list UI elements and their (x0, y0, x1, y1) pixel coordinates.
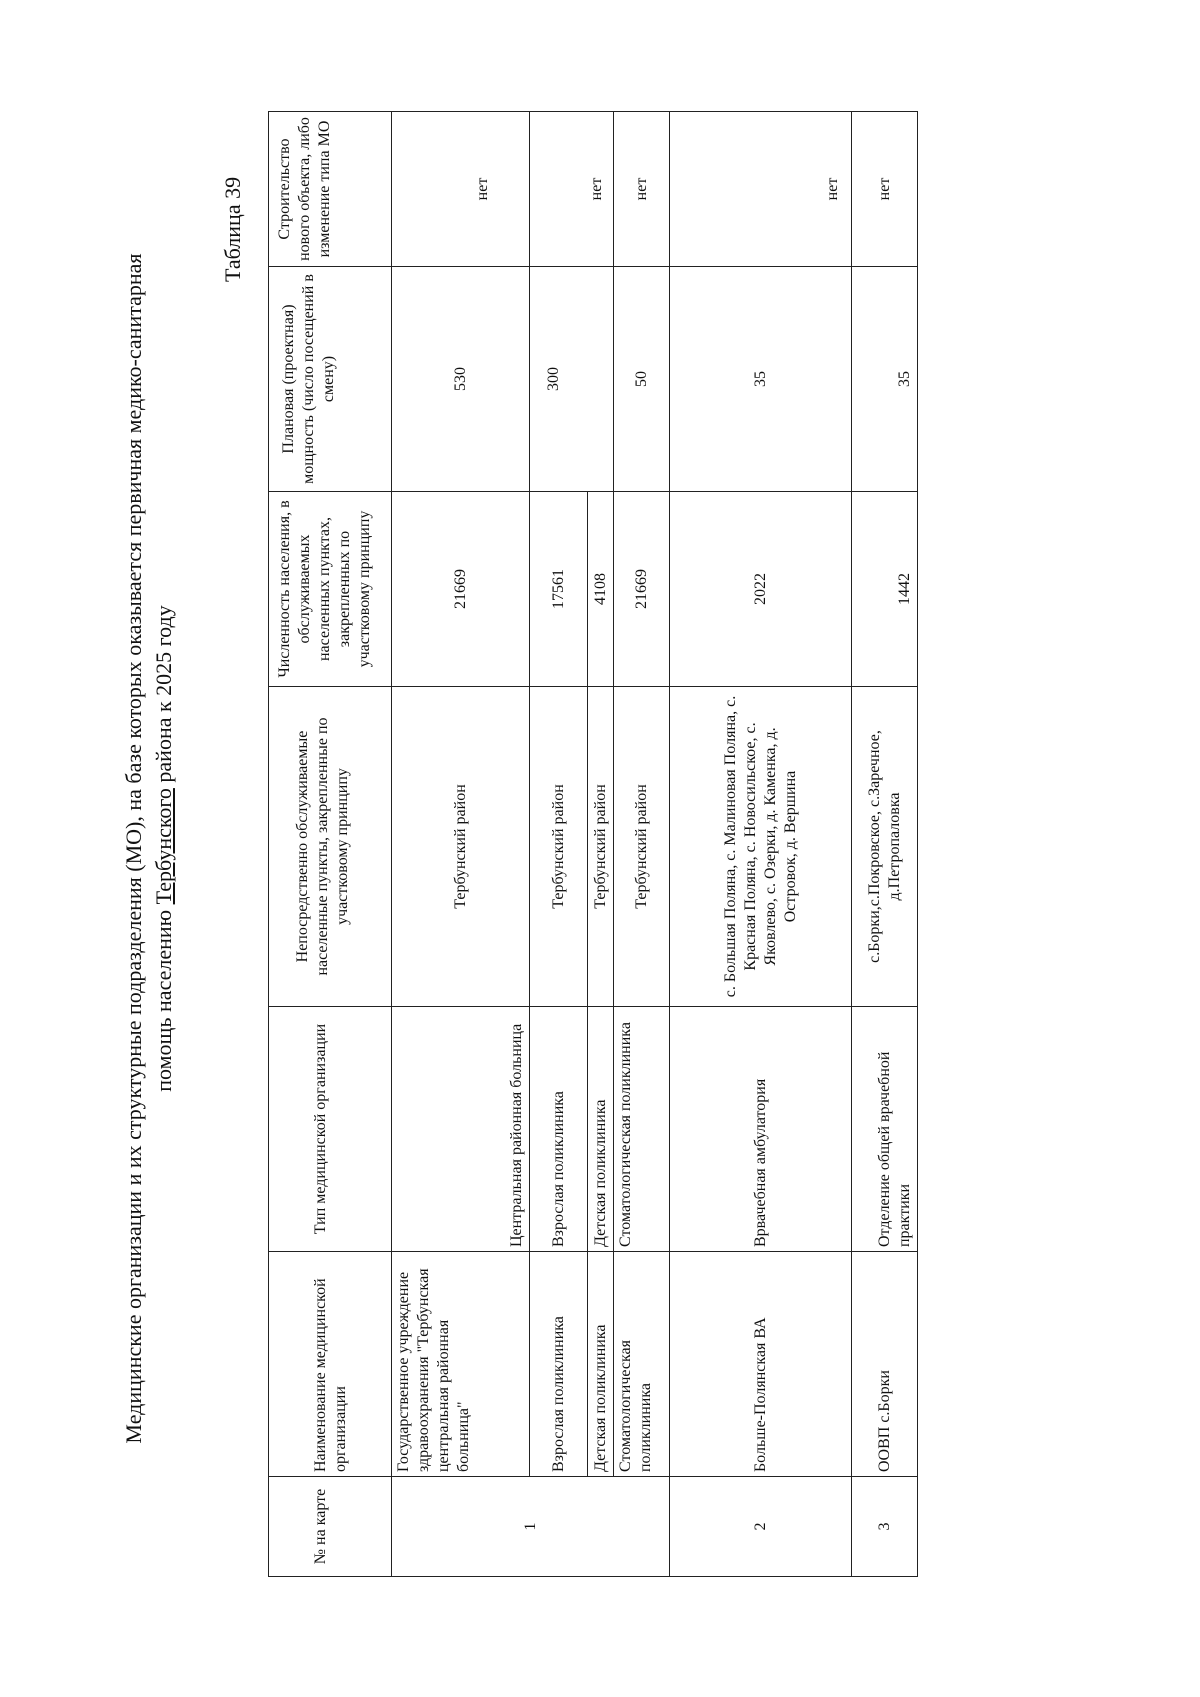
map-no-cell: 1 (392, 1477, 670, 1577)
header-org-name: Наименование медицинской организации (269, 1252, 392, 1477)
header-construction: Строительство нового объекта, либо изменение типа МО (269, 112, 392, 267)
map-no-cell: 2 (670, 1477, 852, 1577)
header-org-type: Тип медицинской организации (269, 1007, 392, 1252)
population-cell: 1442 (852, 492, 918, 687)
localities-cell: Тербунский район (392, 687, 530, 1007)
document-heading-line2 (150, 0, 177, 1697)
population-cell: 2022 (670, 492, 852, 687)
localities-cell: Тербунский район (530, 687, 588, 1007)
table-row (530, 112, 588, 1577)
heading-district: Тербунского (151, 788, 176, 905)
construction-cell: нет (670, 112, 852, 267)
population-cell: 17561 (530, 492, 588, 687)
org-type-cell: Детская поликлиника (588, 1007, 614, 1252)
org-name-cell: Стоматологическая поликлиника (614, 1252, 670, 1477)
population-cell: 21669 (392, 492, 530, 687)
org-name-cell: Больше-Полянская ВА (670, 1252, 852, 1477)
header-map-no: № на карте (269, 1477, 392, 1577)
construction-cell: нет (852, 112, 918, 267)
header-row (269, 112, 392, 1577)
construction-cell: нет (392, 112, 530, 267)
table-row (852, 112, 918, 1577)
org-name-cell: Взрослая поликлиника (530, 1252, 588, 1477)
capacity-cell: 35 (670, 267, 852, 492)
table-label: Таблица 39 (220, 176, 245, 282)
header-population: Численность населения, в обслуживаемых населенных пунктах, закрепленных по участковому принципу (269, 492, 392, 687)
construction-cell: нет (614, 112, 670, 267)
table-row (670, 112, 852, 1577)
localities-cell: с. Большая Поляна, с. Малиновая Поляна, с. Красная Поляна, с. Новосильское, с. Яковлево, с. Озерки, д. Каменка, д. Островок, д. Вершина (670, 687, 852, 1007)
org-type-cell: Врвачебная амбулатория (670, 1007, 852, 1252)
medical-organizations-table (268, 111, 918, 1577)
capacity-cell: 35 (852, 267, 918, 492)
map-no-cell: 3 (852, 1477, 918, 1577)
table-row (392, 112, 530, 1577)
population-cell: 21669 (614, 492, 670, 687)
heading-suffix: района к 2025 году (151, 605, 176, 789)
heading-prefix: помощь населению (151, 904, 176, 1092)
org-type-cell: Отделение общей врачебной практики (852, 1007, 918, 1252)
localities-cell: Тербунский район (614, 687, 670, 1007)
org-type-cell: Стоматологическая поликлиника (614, 1007, 670, 1252)
org-name-cell: Государственное учреждение здравоохранения "Тербунская центральная районная больница" (392, 1252, 530, 1477)
header-capacity: Плановая (проектная) мощность (число посещений в смену) (269, 267, 392, 492)
localities-cell: Тербунский район (588, 687, 614, 1007)
localities-cell: с.Борки,с.Покровское, с.Заречное, д.Петропаловка (852, 687, 918, 1007)
table-row (614, 112, 670, 1577)
header-localities: Непосредственно обслуживаемые населенные пункты, закрепленные по участковому принципу (269, 687, 392, 1007)
population-cell: 4108 (588, 492, 614, 687)
capacity-cell: 530 (392, 267, 530, 492)
capacity-cell: 300 (530, 267, 614, 492)
org-type-cell: Центральная районная больница (392, 1007, 530, 1252)
document-heading-line1: Медицинские организации и их структурные подразделения (МО), на базе которых оказывается первичная медико-санитарная (121, 253, 146, 1444)
org-name-cell: Детская поликлиника (588, 1252, 614, 1477)
org-name-cell: ООВП с.Борки (852, 1252, 918, 1477)
org-type-cell: Взрослая поликлиника (530, 1007, 588, 1252)
capacity-cell: 50 (614, 267, 670, 492)
construction-cell: нет (530, 112, 614, 267)
